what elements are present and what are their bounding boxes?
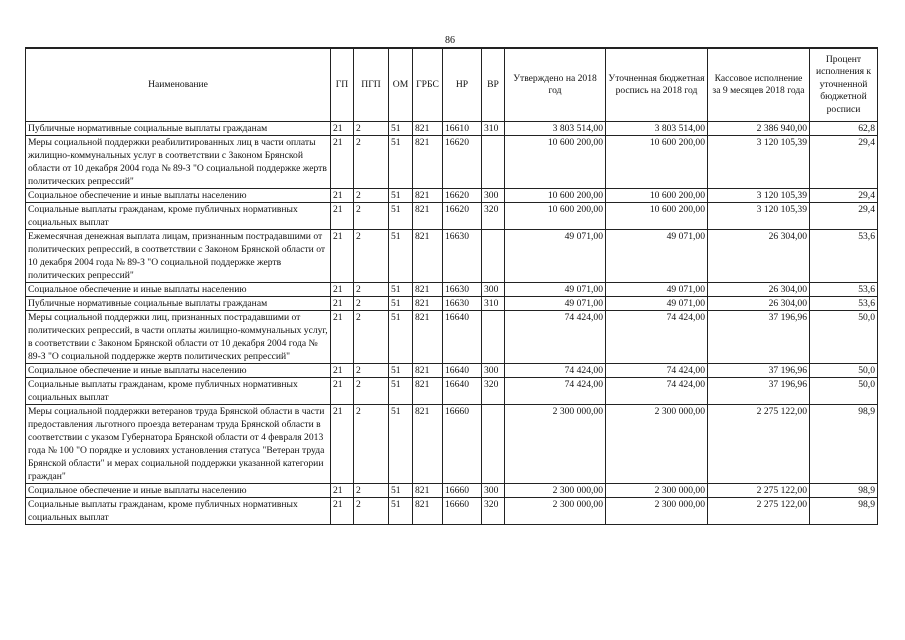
cell-np: 16630 [443,297,482,311]
cell-om: 51 [389,311,413,364]
header-grbs: ГРБС [413,48,443,122]
header-percent: Процент исполнения к уточненной бюджетной росписи [810,48,878,122]
cell-np: 16630 [443,283,482,297]
cell-refined: 10 600 200,00 [606,136,708,189]
cell-percent: 50,0 [810,364,878,378]
cell-refined: 10 600 200,00 [606,203,708,230]
cell-percent: 50,0 [810,378,878,405]
cell-refined: 49 071,00 [606,230,708,283]
cell-name: Социальное обеспечение и иные выплаты населению [26,283,331,297]
cell-om: 51 [389,283,413,297]
cell-np: 16620 [443,136,482,189]
cell-approved: 2 300 000,00 [505,498,606,525]
table-row [26,203,878,230]
cell-om: 51 [389,378,413,405]
cell-name: Социальное обеспечение и иные выплаты населению [26,364,331,378]
cell-percent: 98,9 [810,484,878,498]
cell-pgp: 2 [354,283,389,297]
table-row [26,364,878,378]
cell-refined: 74 424,00 [606,364,708,378]
cell-cash: 37 196,96 [708,364,810,378]
cell-pgp: 2 [354,378,389,405]
cell-approved: 49 071,00 [505,297,606,311]
cell-cash: 37 196,96 [708,378,810,405]
cell-gp: 21 [331,283,354,297]
cell-om: 51 [389,203,413,230]
cell-percent: 29,4 [810,203,878,230]
cell-pgp: 2 [354,311,389,364]
cell-np: 16660 [443,498,482,525]
table-row [26,297,878,311]
cell-cash: 2 275 122,00 [708,484,810,498]
cell-om: 51 [389,364,413,378]
cell-refined: 49 071,00 [606,283,708,297]
cell-percent: 29,4 [810,136,878,189]
cell-cash: 2 386 940,00 [708,122,810,136]
cell-om: 51 [389,484,413,498]
cell-name: Публичные нормативные социальные выплаты гражданам [26,297,331,311]
cell-np: 16630 [443,230,482,283]
cell-grbs: 821 [413,203,443,230]
cell-gp: 21 [331,364,354,378]
cell-vr: 300 [482,364,505,378]
cell-grbs: 821 [413,136,443,189]
cell-percent: 98,9 [810,405,878,484]
cell-name: Меры социальной поддержки ветеранов труда Брянской области в части предоставления льготного проезда ветеранам труда Брянской области в соответствии с указом Губернатора Брянской области от 4 февраля 2013 года № 100 "О порядке и условиях установления статуса "Ветеран труда Брянской области" и мерах социальной поддержки указанной категории граждан" [26,405,331,484]
cell-refined: 2 300 000,00 [606,484,708,498]
table-row [26,230,878,283]
cell-pgp: 2 [354,405,389,484]
cell-gp: 21 [331,189,354,203]
cell-vr [482,136,505,189]
cell-vr: 320 [482,498,505,525]
cell-vr [482,311,505,364]
cell-percent: 53,6 [810,283,878,297]
cell-percent: 62,8 [810,122,878,136]
cell-grbs: 821 [413,230,443,283]
cell-grbs: 821 [413,189,443,203]
table-header-row [26,48,878,122]
cell-cash: 3 120 105,39 [708,136,810,189]
cell-om: 51 [389,189,413,203]
cell-name: Социальное обеспечение и иные выплаты населению [26,189,331,203]
cell-gp: 21 [331,378,354,405]
cell-vr: 300 [482,484,505,498]
cell-name: Меры социальной поддержки лиц, признанных пострадавшими от политических репрессий, в части оплаты жилищно-коммунальных услуг, в соответствии с Законом Брянской области от 10 декабря 2004 года № 89-З "О социальной поддержке жертв политических репрессий" [26,311,331,364]
table-row [26,122,878,136]
cell-vr: 320 [482,203,505,230]
cell-cash: 26 304,00 [708,297,810,311]
cell-pgp: 2 [354,297,389,311]
header-refined: Уточненная бюджетная роспись на 2018 год [606,48,708,122]
cell-cash: 2 275 122,00 [708,498,810,525]
table-row [26,378,878,405]
header-om: ОМ [389,48,413,122]
cell-cash: 37 196,96 [708,311,810,364]
cell-grbs: 821 [413,283,443,297]
cell-gp: 21 [331,484,354,498]
cell-pgp: 2 [354,484,389,498]
cell-pgp: 2 [354,136,389,189]
cell-percent: 29,4 [810,189,878,203]
cell-name: Ежемесячная денежная выплата лицам, признанным пострадавшими от политических репрессий, в соответствии с Законом Брянской области от 10 декабря 2004 года № 89-З "О социальной поддержке жертв политических репрессий" [26,230,331,283]
cell-grbs: 821 [413,297,443,311]
cell-grbs: 821 [413,122,443,136]
cell-cash: 26 304,00 [708,230,810,283]
header-vr: ВР [482,48,505,122]
header-cash: Кассовое исполнение за 9 месяцев 2018 года [708,48,810,122]
cell-refined: 10 600 200,00 [606,189,708,203]
cell-grbs: 821 [413,498,443,525]
cell-approved: 49 071,00 [505,230,606,283]
cell-gp: 21 [331,122,354,136]
cell-vr: 300 [482,283,505,297]
table-row [26,283,878,297]
cell-np: 16640 [443,378,482,405]
table-row [26,311,878,364]
header-pgp: ПГП [354,48,389,122]
cell-approved: 10 600 200,00 [505,203,606,230]
cell-pgp: 2 [354,230,389,283]
cell-vr [482,230,505,283]
cell-approved: 10 600 200,00 [505,189,606,203]
cell-pgp: 2 [354,189,389,203]
cell-gp: 21 [331,405,354,484]
cell-om: 51 [389,297,413,311]
cell-approved: 2 300 000,00 [505,405,606,484]
cell-name: Социальные выплаты гражданам, кроме публичных нормативных социальных выплат [26,378,331,405]
cell-np: 16610 [443,122,482,136]
budget-table [25,47,878,525]
cell-np: 16660 [443,484,482,498]
cell-name: Социальные выплаты гражданам, кроме публичных нормативных социальных выплат [26,498,331,525]
cell-approved: 74 424,00 [505,311,606,364]
cell-refined: 2 300 000,00 [606,498,708,525]
cell-grbs: 821 [413,311,443,364]
cell-cash: 26 304,00 [708,283,810,297]
cell-name: Социальные выплаты гражданам, кроме публичных нормативных социальных выплат [26,203,331,230]
cell-pgp: 2 [354,498,389,525]
cell-cash: 3 120 105,39 [708,203,810,230]
cell-approved: 3 803 514,00 [505,122,606,136]
page-number: 86 [445,35,455,46]
cell-gp: 21 [331,297,354,311]
cell-pgp: 2 [354,364,389,378]
cell-refined: 49 071,00 [606,297,708,311]
cell-approved: 74 424,00 [505,378,606,405]
cell-grbs: 821 [413,405,443,484]
cell-approved: 2 300 000,00 [505,484,606,498]
header-np: НР [443,48,482,122]
table-row [26,189,878,203]
cell-vr: 310 [482,122,505,136]
cell-vr: 310 [482,297,505,311]
table-row [26,136,878,189]
cell-approved: 10 600 200,00 [505,136,606,189]
cell-grbs: 821 [413,484,443,498]
cell-grbs: 821 [413,378,443,405]
cell-om: 51 [389,498,413,525]
cell-percent: 50,0 [810,311,878,364]
cell-percent: 53,6 [810,230,878,283]
cell-percent: 53,6 [810,297,878,311]
cell-refined: 2 300 000,00 [606,405,708,484]
cell-approved: 49 071,00 [505,283,606,297]
header-gp: ГП [331,48,354,122]
cell-grbs: 821 [413,364,443,378]
table-row [26,405,878,484]
cell-om: 51 [389,136,413,189]
cell-np: 16660 [443,405,482,484]
cell-name: Социальное обеспечение и иные выплаты населению [26,484,331,498]
cell-vr: 320 [482,378,505,405]
cell-gp: 21 [331,230,354,283]
header-approved: Утверждено на 2018 год [505,48,606,122]
header-name: Наименование [26,48,331,122]
cell-refined: 74 424,00 [606,311,708,364]
cell-vr [482,405,505,484]
cell-gp: 21 [331,311,354,364]
cell-gp: 21 [331,136,354,189]
cell-refined: 3 803 514,00 [606,122,708,136]
table-row [26,484,878,498]
cell-name: Публичные нормативные социальные выплаты гражданам [26,122,331,136]
cell-np: 16640 [443,311,482,364]
table-body [26,122,878,525]
cell-cash: 3 120 105,39 [708,189,810,203]
cell-om: 51 [389,230,413,283]
table-row [26,498,878,525]
cell-pgp: 2 [354,122,389,136]
cell-gp: 21 [331,498,354,525]
cell-gp: 21 [331,203,354,230]
cell-refined: 74 424,00 [606,378,708,405]
cell-name: Меры социальной поддержки реабилитированных лиц в части оплаты жилищно-коммунальных услуг в соответствии с Законом Брянской области от 10 декабря 2004 года № 89-З "О социальной поддержке жертв политических репрессий" [26,136,331,189]
cell-pgp: 2 [354,203,389,230]
cell-om: 51 [389,405,413,484]
cell-vr: 300 [482,189,505,203]
cell-np: 16620 [443,203,482,230]
cell-np: 16640 [443,364,482,378]
cell-om: 51 [389,122,413,136]
cell-cash: 2 275 122,00 [708,405,810,484]
cell-np: 16620 [443,189,482,203]
cell-percent: 98,9 [810,498,878,525]
cell-approved: 74 424,00 [505,364,606,378]
